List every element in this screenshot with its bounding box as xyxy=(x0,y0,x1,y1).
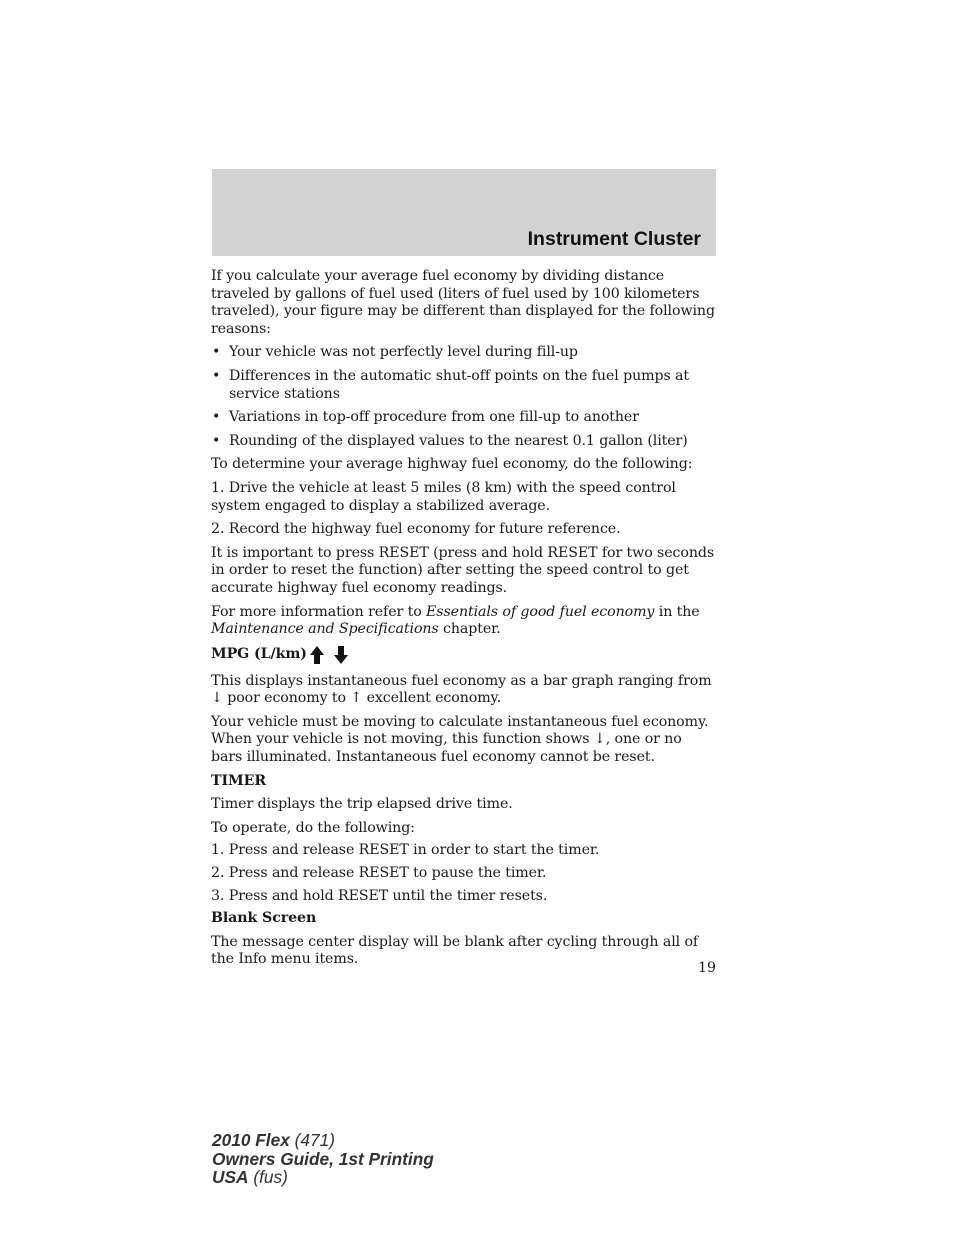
more-info-pre: For more information refer to xyxy=(211,603,427,620)
moving-note xyxy=(211,714,717,767)
timer-description: Timer displays the trip elapsed drive time. xyxy=(211,796,513,813)
moving-note-part: Your vehicle must be moving to calculate instantaneous fuel economy. When your vehicle is not moving, this function shows xyxy=(211,713,709,748)
section-title: Instrument Cluster xyxy=(527,228,701,250)
footer xyxy=(212,1131,434,1187)
more-info-post: chapter. xyxy=(438,621,501,638)
highway-intro: To determine your average highway fuel economy, do the following: xyxy=(211,456,693,473)
moving-note-part: , one or no bars illuminated. Instantaneous fuel economy cannot be reset. xyxy=(211,731,682,766)
down-arrow-icon: ↓ xyxy=(593,731,606,748)
highway-step-2: 2. Record the highway fuel economy for future reference. xyxy=(211,521,621,538)
up-arrow-icon: ↑ xyxy=(350,690,363,707)
more-info-mid: in the xyxy=(654,603,700,620)
highway-step-1: 1. Drive the vehicle at least 5 miles (8 km) with the speed control system engaged to display a stabilized average. xyxy=(211,479,676,514)
mpg-heading xyxy=(211,645,717,665)
arrow-up-icon xyxy=(309,645,325,665)
page-content xyxy=(211,268,717,975)
mpg-description xyxy=(211,673,717,708)
mpg-heading-text: MPG (L/km) xyxy=(211,645,307,662)
more-info-paragraph xyxy=(211,604,717,639)
blank-screen-heading: Blank Screen xyxy=(211,910,317,927)
reasons-list xyxy=(211,344,717,450)
mpg-desc-part: excellent economy. xyxy=(362,690,501,707)
list-item: • Rounding of the displayed values to the nearest 0.1 gallon (liter) xyxy=(211,433,717,451)
footer-line-guide xyxy=(212,1150,434,1169)
list-item: 2. Press and release RESET to pause the timer. xyxy=(211,865,547,882)
footer-line-market xyxy=(212,1168,434,1187)
arrow-down-icon xyxy=(333,645,349,665)
list-item: • Your vehicle was not perfectly level during fill-up xyxy=(211,344,717,362)
list-item: 1. Press and release RESET in order to start the timer. xyxy=(211,842,600,859)
list-item: 3. Press and hold RESET until the timer resets. xyxy=(211,887,548,904)
mpg-desc-part: This displays instantaneous fuel economy as a bar graph ranging from xyxy=(211,672,712,689)
footer-model-code: (471) xyxy=(294,1130,335,1150)
reset-note: It is important to press RESET (press and hold RESET for two seconds in order to reset the function) after setting the speed control to get accurate highway fuel economy readings. xyxy=(211,544,715,596)
blank-screen-description: The message center display will be blank after cycling through all of the Info menu items. xyxy=(211,933,699,968)
mpg-desc-part: poor economy to xyxy=(222,690,351,707)
intro-paragraph: If you calculate your average fuel economy by dividing distance traveled by gallons of fuel used (liters of fuel used by 100 kilometers traveled), your figure may be different than displayed for the following reasons: xyxy=(211,268,715,337)
down-arrow-icon: ↓ xyxy=(211,690,223,707)
list-item: • Variations in top-off procedure from one fill-up to another xyxy=(211,409,717,427)
mpg-arrows xyxy=(309,645,349,665)
footer-market: USA xyxy=(212,1167,249,1188)
page-number: 19 xyxy=(697,960,716,976)
section-header-band xyxy=(212,169,716,256)
reference-maintenance-chapter: Maintenance and Specifications xyxy=(211,621,439,638)
reference-fuel-economy: Essentials of good fuel economy xyxy=(426,603,655,620)
footer-model: 2010 Flex xyxy=(212,1130,290,1150)
timer-steps xyxy=(211,820,717,905)
footer-market-code: (fus) xyxy=(253,1167,288,1188)
list-item: • Differences in the automatic shut-off points on the fuel pumps at service stations xyxy=(211,368,717,403)
footer-guide: Owners Guide, 1st Printing xyxy=(212,1148,434,1169)
timer-heading: TIMER xyxy=(211,772,267,789)
footer-line-model xyxy=(212,1131,434,1150)
timer-operate: To operate, do the following: xyxy=(211,819,415,836)
